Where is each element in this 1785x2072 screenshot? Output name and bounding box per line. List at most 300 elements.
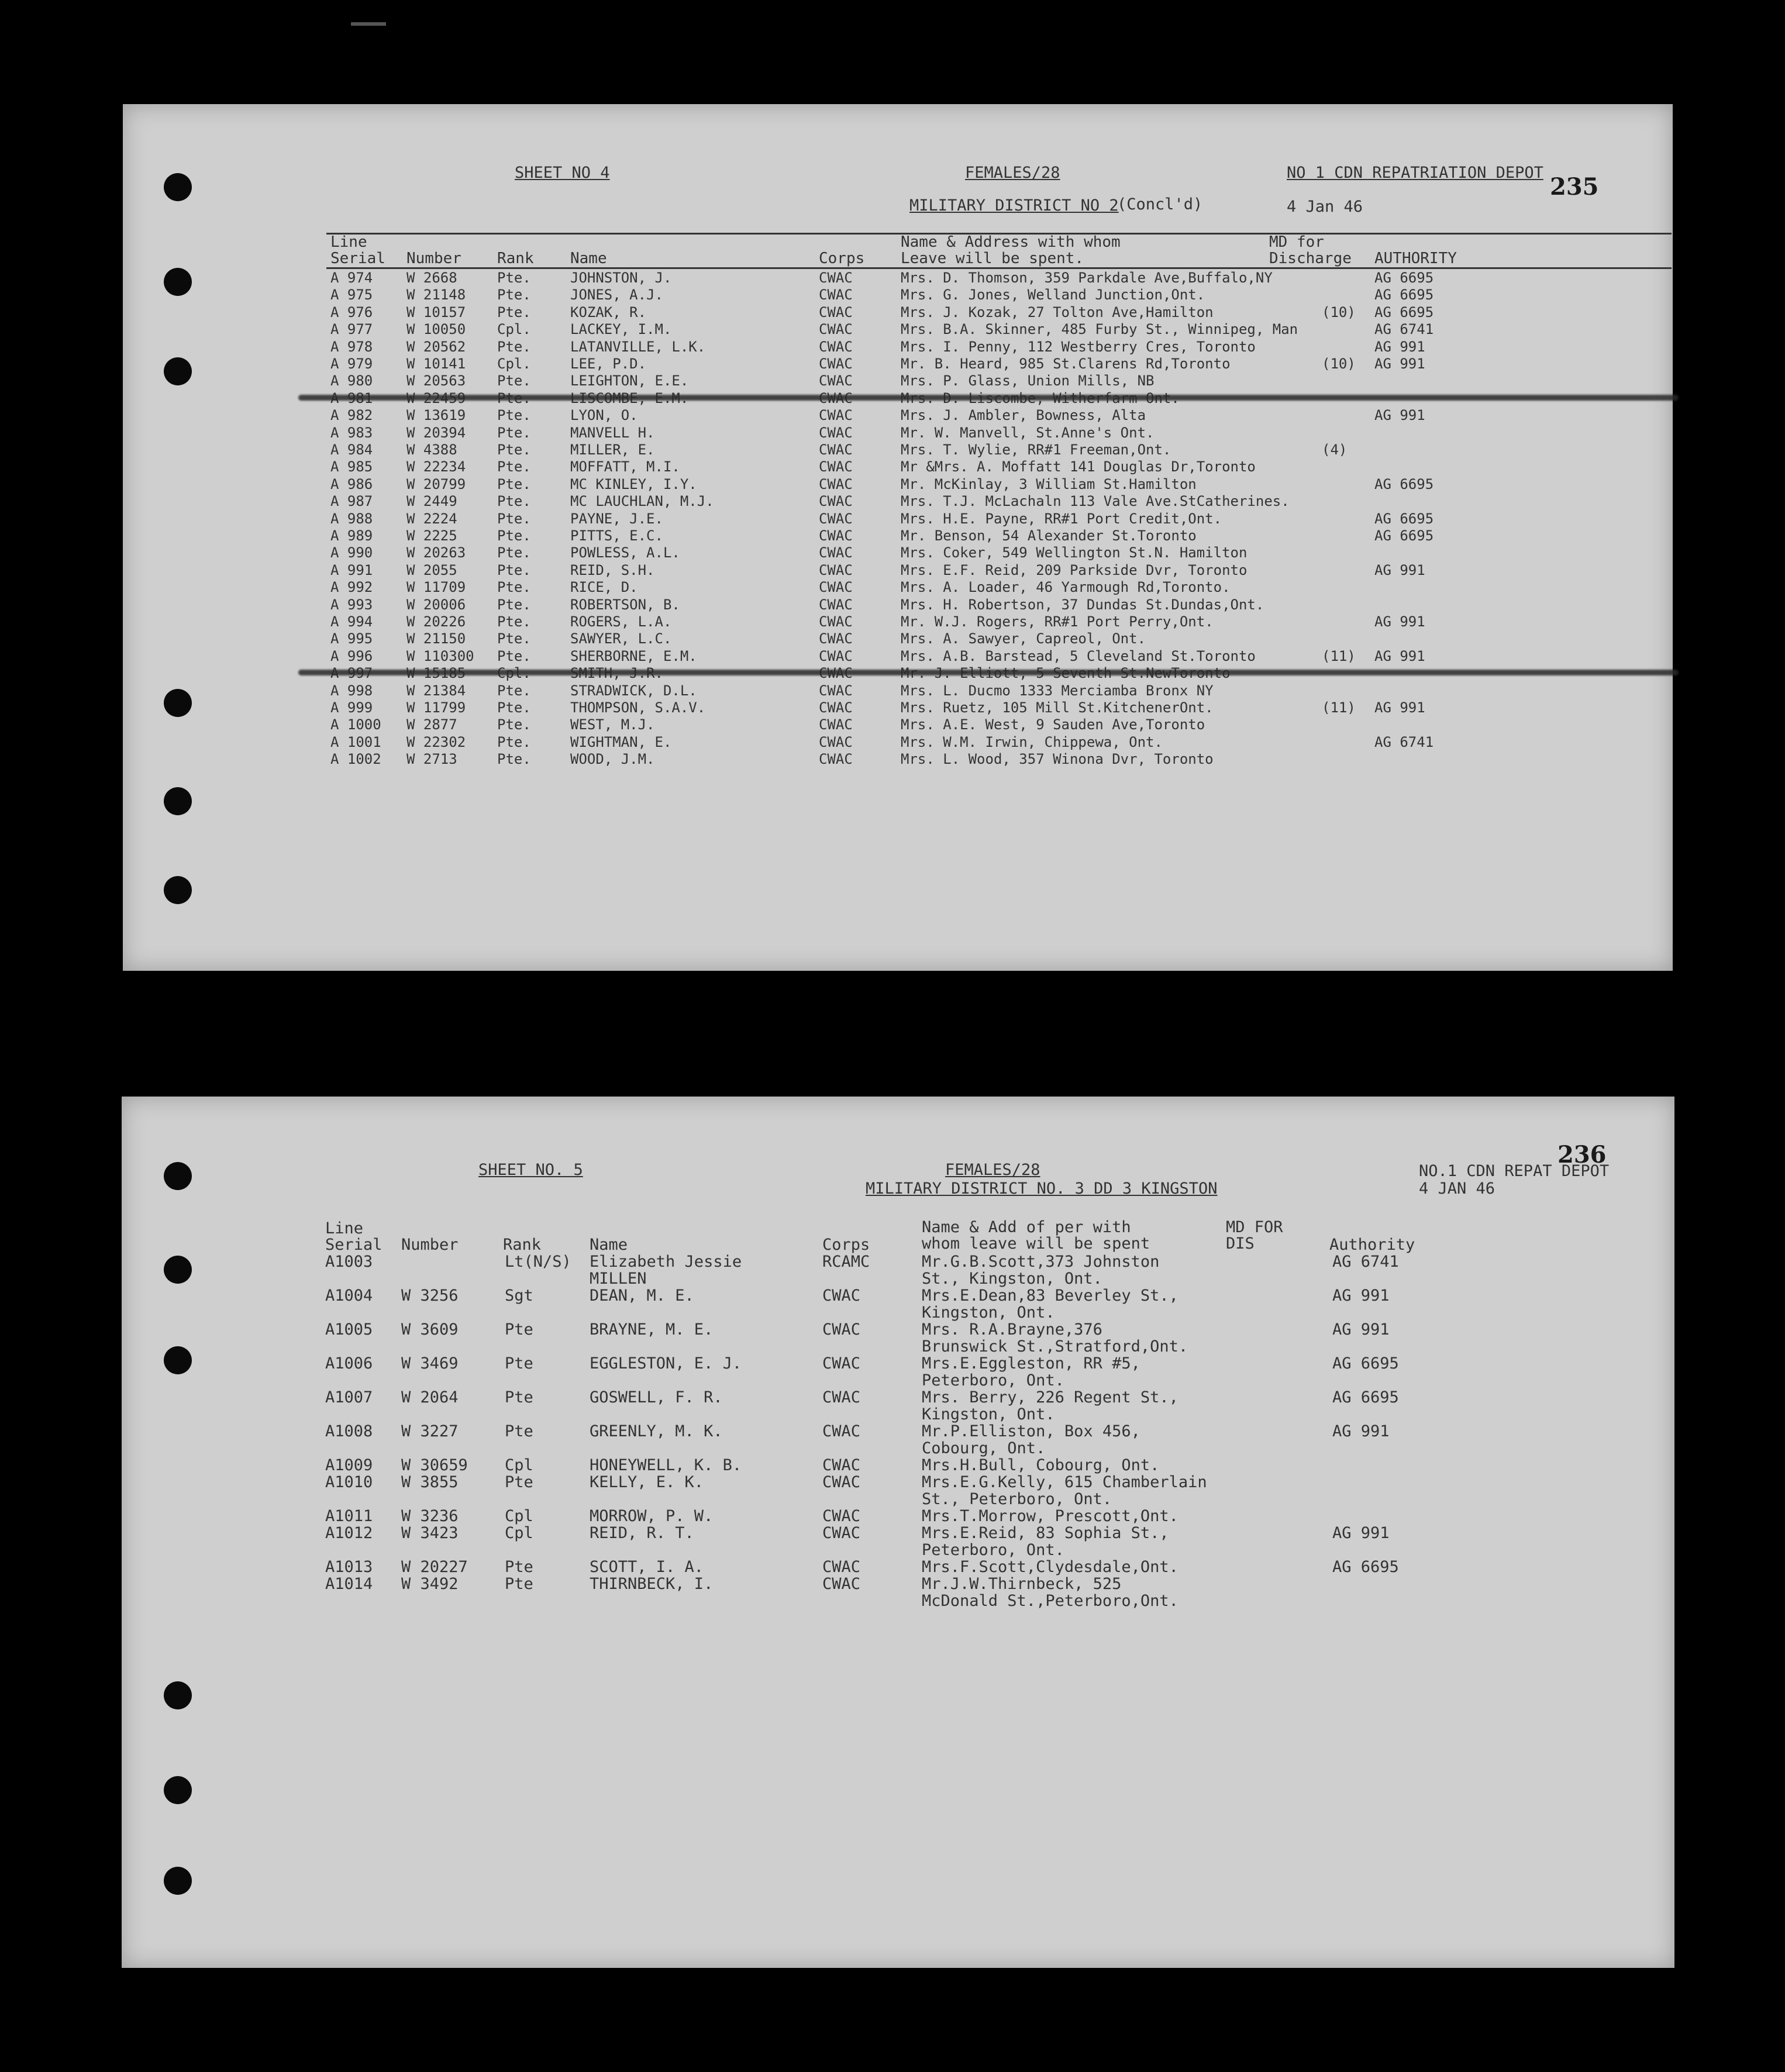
person-name-cell: LYON, O. bbox=[570, 407, 638, 424]
authority-cell: AG 991 bbox=[1374, 561, 1425, 578]
service-number-cell: W 22302 bbox=[406, 733, 466, 750]
record-list bbox=[123, 270, 1673, 796]
table-row bbox=[123, 562, 1673, 579]
leave-address-cell: Mr. McKinlay, 3 William St.Hamilton bbox=[901, 475, 1197, 492]
person-name-cell: WOOD, J.M. bbox=[570, 751, 655, 768]
rank-cell: Pte. bbox=[497, 442, 531, 458]
date: 4 JAN 46 bbox=[1419, 1180, 1495, 1198]
person-name-cell: PITTS, E.C. bbox=[570, 528, 663, 544]
person-name-cell: KOZAK, R. bbox=[570, 304, 647, 320]
corps-cell: CWAC bbox=[819, 630, 853, 647]
table-row bbox=[123, 270, 1673, 287]
authority-cell: AG 6695 bbox=[1374, 270, 1434, 286]
leave-address-cell: Mrs.E.G.Kelly, 615 Chamberlain St., Peterboro, Ont. bbox=[922, 1473, 1207, 1508]
person-name-cell: MC LAUCHLAN, M.J. bbox=[570, 493, 714, 510]
leave-address-cell: Mrs. P. Glass, Union Mills, NB bbox=[901, 373, 1155, 389]
rank-cell: Pte. bbox=[497, 424, 531, 441]
serial-cell: A 1000 bbox=[330, 716, 381, 733]
rank-cell: Pte bbox=[505, 1558, 533, 1576]
rank-cell: Pte bbox=[505, 1575, 533, 1593]
corps-cell: CWAC bbox=[819, 338, 853, 355]
person-name-cell: MILLER, E. bbox=[570, 442, 655, 458]
leave-address-cell: Mr. W.J. Rogers, RR#1 Port Perry,Ont. bbox=[901, 613, 1214, 630]
service-number-cell: W 2668 bbox=[406, 270, 457, 286]
serial-cell: A 999 bbox=[330, 699, 373, 716]
table-row bbox=[123, 304, 1673, 321]
table-row bbox=[122, 1287, 1674, 1321]
service-number-cell: W 30659 bbox=[401, 1456, 468, 1474]
corps-cell: CWAC bbox=[822, 1287, 861, 1305]
table-row bbox=[123, 442, 1673, 458]
leave-address-cell: Mr.P.Elliston, Box 456, Cobourg, Ont. bbox=[922, 1422, 1140, 1457]
corps-cell: CWAC bbox=[819, 493, 853, 510]
film-edge-mark bbox=[351, 22, 386, 26]
serial-cell: A1006 bbox=[325, 1354, 373, 1373]
corps-cell: CWAC bbox=[819, 613, 853, 630]
leave-address-cell: Mrs. E.F. Reid, 209 Parkside Dvr, Toronto bbox=[901, 561, 1248, 578]
person-name-cell: PAYNE, J.E. bbox=[570, 510, 663, 527]
table-row bbox=[123, 511, 1673, 528]
leave-address-cell: Mrs. J. Kozak, 27 Tolton Ave,Hamilton bbox=[901, 304, 1214, 320]
person-name-cell: MANVELL H. bbox=[570, 424, 655, 441]
leave-address-cell: Mrs. W.M. Irwin, Chippewa, Ont. bbox=[901, 733, 1163, 750]
corps-cell: CWAC bbox=[819, 321, 853, 338]
authority-cell: AG 6695 bbox=[1332, 1558, 1399, 1576]
rank-cell: Pte. bbox=[497, 407, 531, 424]
service-number-cell: W 2449 bbox=[406, 493, 457, 510]
col-header-rank: Rank bbox=[503, 1236, 542, 1254]
district: MILITARY DISTRICT NO. 3 DD 3 KINGSTON bbox=[866, 1180, 1218, 1198]
category: FEMALES/28 bbox=[965, 164, 1060, 182]
leave-address-cell: Mrs.E.Dean,83 Beverley St., Kingston, Ont. bbox=[922, 1287, 1178, 1322]
col-header-line-serial: Line Serial bbox=[325, 1219, 382, 1254]
serial-cell: A 974 bbox=[330, 270, 373, 286]
table-row bbox=[123, 734, 1673, 751]
serial-cell: A 985 bbox=[330, 458, 373, 475]
col-header-line-serial: Line Serial bbox=[330, 233, 385, 267]
corps-cell: CWAC bbox=[819, 544, 853, 561]
rank-cell: Pte. bbox=[497, 613, 531, 630]
person-name-cell: SHERBORNE, E.M. bbox=[570, 647, 697, 664]
corps-cell: CWAC bbox=[819, 561, 853, 578]
leave-address-cell: Mrs. H.E. Payne, RR#1 Port Credit,Ont. bbox=[901, 510, 1222, 527]
serial-cell: A 996 bbox=[330, 647, 373, 664]
corps-cell: CWAC bbox=[819, 424, 853, 441]
serial-cell: A 1002 bbox=[330, 751, 381, 768]
table-row bbox=[123, 648, 1673, 665]
rank-cell: Sgt bbox=[505, 1287, 533, 1305]
rank-cell: Pte. bbox=[497, 493, 531, 510]
serial-cell: A1004 bbox=[325, 1287, 373, 1305]
serial-cell: A1007 bbox=[325, 1388, 373, 1406]
person-name-cell: GOSWELL, F. R. bbox=[590, 1388, 723, 1406]
person-name-cell: ROGERS, L.A. bbox=[570, 613, 672, 630]
service-number-cell: W 13619 bbox=[406, 407, 466, 424]
authority-cell: AG 6695 bbox=[1332, 1388, 1399, 1406]
person-name-cell: ROBERTSON, B. bbox=[570, 596, 680, 613]
rank-cell: Pte. bbox=[497, 579, 531, 596]
serial-cell: A 977 bbox=[330, 321, 373, 338]
leave-address-cell: Mrs. A.E. West, 9 Sauden Ave,Toronto bbox=[901, 716, 1205, 733]
person-name-cell: HONEYWELL, K. B. bbox=[590, 1456, 742, 1474]
table-row bbox=[123, 597, 1673, 613]
corps-cell: CWAC bbox=[822, 1524, 861, 1542]
authority-cell: AG 6741 bbox=[1374, 733, 1434, 750]
corps-cell: CWAC bbox=[819, 475, 853, 492]
rank-cell: Cpl bbox=[505, 1507, 533, 1525]
serial-cell: A 982 bbox=[330, 407, 373, 424]
serial-cell: A1009 bbox=[325, 1456, 373, 1474]
rank-cell: Pte. bbox=[497, 270, 531, 286]
leave-address-cell: Mrs.E.Eggleston, RR #5, Peterboro, Ont. bbox=[922, 1354, 1140, 1390]
corps-cell: RCAMC bbox=[822, 1253, 870, 1271]
leave-address-cell: Mrs. Coker, 549 Wellington St.N. Hamilton bbox=[901, 544, 1248, 561]
service-number-cell: W 10141 bbox=[406, 356, 466, 372]
rank-cell: Pte. bbox=[497, 304, 531, 320]
person-name-cell: DEAN, M. E. bbox=[590, 1287, 694, 1305]
person-name-cell: LACKEY, I.M. bbox=[570, 321, 672, 338]
rank-cell: Pte bbox=[505, 1354, 533, 1373]
leave-address-cell: Mrs. T. Wylie, RR#1 Freeman,Ont. bbox=[901, 442, 1171, 458]
serial-cell: A 978 bbox=[330, 338, 373, 355]
corps-cell: CWAC bbox=[822, 1473, 861, 1491]
corps-cell: CWAC bbox=[822, 1558, 861, 1576]
col-header-rank: Rank bbox=[497, 250, 534, 267]
col-header-name: Name bbox=[570, 250, 607, 267]
table-row bbox=[122, 1575, 1674, 1609]
service-number-cell: W 3855 bbox=[401, 1473, 459, 1491]
leave-address-cell: Mr.G.B.Scott,373 Johnston St., Kingston, Ont. bbox=[922, 1253, 1160, 1288]
corps-cell: CWAC bbox=[822, 1321, 861, 1339]
person-name-cell: JONES, A.J. bbox=[570, 287, 663, 304]
strikethrough-line bbox=[298, 670, 1679, 675]
corps-cell: CWAC bbox=[822, 1422, 861, 1440]
leave-address-cell: Mrs. R.A.Brayne,376 Brunswick St.,Stratford,Ont. bbox=[922, 1321, 1188, 1356]
service-number-cell: W 4388 bbox=[406, 442, 457, 458]
person-name-cell: GREENLY, M. K. bbox=[590, 1422, 723, 1440]
authority-cell: AG 991 bbox=[1374, 338, 1425, 355]
service-number-cell: W 11799 bbox=[406, 699, 466, 716]
serial-cell: A1008 bbox=[325, 1422, 373, 1440]
person-name-cell: Elizabeth Jessie MILLEN bbox=[590, 1253, 742, 1288]
serial-cell: A1011 bbox=[325, 1507, 373, 1525]
rank-cell: Pte. bbox=[497, 682, 531, 699]
corps-cell: CWAC bbox=[819, 682, 853, 699]
record-list bbox=[122, 1253, 1674, 1663]
table-row bbox=[123, 544, 1673, 561]
serial-cell: A 995 bbox=[330, 630, 373, 647]
service-number-cell: W 2064 bbox=[401, 1388, 459, 1406]
authority-cell: AG 6741 bbox=[1332, 1253, 1399, 1271]
serial-cell: A1012 bbox=[325, 1524, 373, 1542]
serial-cell: A1014 bbox=[325, 1575, 373, 1593]
corps-cell: CWAC bbox=[819, 270, 853, 286]
serial-cell: A 990 bbox=[330, 544, 373, 561]
binder-hole bbox=[164, 1776, 192, 1804]
table-row bbox=[122, 1321, 1674, 1355]
service-number-cell: W 11709 bbox=[406, 579, 466, 596]
service-number-cell: W 3469 bbox=[401, 1354, 459, 1373]
serial-cell: A 992 bbox=[330, 579, 373, 596]
authority-cell: AG 6695 bbox=[1374, 304, 1434, 320]
corps-cell: CWAC bbox=[819, 716, 853, 733]
person-name-cell: WIGHTMAN, E. bbox=[570, 733, 672, 750]
person-name-cell: MC KINLEY, I.Y. bbox=[570, 475, 697, 492]
person-name-cell: THOMPSON, S.A.V. bbox=[570, 699, 706, 716]
corps-cell: CWAC bbox=[819, 699, 853, 716]
col-header-authority: AUTHORITY bbox=[1374, 250, 1457, 267]
authority-cell: AG 991 bbox=[1374, 356, 1425, 372]
service-number-cell: W 110300 bbox=[406, 647, 474, 664]
rank-cell: Pte. bbox=[497, 458, 531, 475]
leave-address-cell: Mrs. A.B. Barstead, 5 Cleveland St.Toronto bbox=[901, 647, 1256, 664]
table-row bbox=[123, 716, 1673, 733]
service-number-cell: W 20227 bbox=[401, 1558, 468, 1576]
depot-name: NO.1 CDN REPAT DEPOT bbox=[1419, 1162, 1610, 1180]
corps-cell: CWAC bbox=[822, 1388, 861, 1406]
service-number-cell: W 2877 bbox=[406, 716, 457, 733]
serial-cell: A 983 bbox=[330, 424, 373, 441]
leave-address-cell: Mrs. A. Sawyer, Capreol, Ont. bbox=[901, 630, 1146, 647]
person-name-cell: SAWYER, L.C. bbox=[570, 630, 672, 647]
table-row bbox=[123, 613, 1673, 630]
table-row bbox=[122, 1474, 1674, 1508]
serial-cell: A 1001 bbox=[330, 733, 381, 750]
rank-cell: Lt(N/S) bbox=[505, 1253, 571, 1271]
authority-cell: AG 991 bbox=[1374, 647, 1425, 664]
person-name-cell: MORROW, P. W. bbox=[590, 1507, 714, 1525]
corps-cell: CWAC bbox=[819, 407, 853, 424]
rank-cell: Pte bbox=[505, 1321, 533, 1339]
authority-cell: AG 6695 bbox=[1332, 1354, 1399, 1373]
corps-cell: CWAC bbox=[819, 528, 853, 544]
rank-cell: Pte. bbox=[497, 544, 531, 561]
district-note: (Concl'd) bbox=[1117, 195, 1203, 213]
authority-cell: AG 6695 bbox=[1374, 510, 1434, 527]
serial-cell: A1010 bbox=[325, 1473, 373, 1491]
rank-cell: Cpl. bbox=[497, 321, 531, 338]
authority-cell: AG 991 bbox=[1332, 1524, 1390, 1542]
authority-cell: AG 6695 bbox=[1374, 528, 1434, 544]
service-number-cell: W 3236 bbox=[401, 1507, 459, 1525]
person-name-cell: MOFFATT, M.I. bbox=[570, 458, 680, 475]
person-name-cell: LEE, P.D. bbox=[570, 356, 647, 372]
table-row bbox=[123, 373, 1673, 389]
leave-address-cell: Mr.J.W.Thirnbeck, 525 McDonald St.,Peterboro,Ont. bbox=[922, 1575, 1178, 1610]
service-number-cell: W 20006 bbox=[406, 596, 466, 613]
person-name-cell: THIRNBECK, I. bbox=[590, 1575, 714, 1593]
leave-address-cell: Mrs. T.J. McLachaln 113 Vale Ave.StCatherines. bbox=[901, 493, 1290, 510]
serial-cell: A1003 bbox=[325, 1253, 373, 1271]
corps-cell: CWAC bbox=[819, 304, 853, 320]
rank-cell: Pte bbox=[505, 1388, 533, 1406]
serial-cell: A 987 bbox=[330, 493, 373, 510]
corps-cell: CWAC bbox=[819, 579, 853, 596]
table-row bbox=[123, 476, 1673, 493]
service-number-cell: W 20562 bbox=[406, 338, 466, 355]
col-header-name: Name bbox=[590, 1236, 628, 1254]
leave-address-cell: Mrs. I. Penny, 112 Westberry Cres, Toronto bbox=[901, 338, 1256, 355]
md-discharge-cell: (11) bbox=[1322, 699, 1356, 716]
service-number-cell: W 2055 bbox=[406, 561, 457, 578]
service-number-cell: W 2225 bbox=[406, 528, 457, 544]
leave-address-cell: Mrs. G. Jones, Welland Junction,Ont. bbox=[901, 287, 1205, 304]
leave-address-cell: Mrs. Berry, 226 Regent St., Kingston, Ont. bbox=[922, 1388, 1178, 1423]
table-row bbox=[123, 425, 1673, 442]
table-row bbox=[122, 1389, 1674, 1423]
leave-address-cell: Mrs. D. Thomson, 359 Parkdale Ave,Buffalo,NY bbox=[901, 270, 1273, 286]
service-number-cell: W 3609 bbox=[401, 1321, 459, 1339]
corps-cell: CWAC bbox=[819, 733, 853, 750]
service-number-cell: W 2713 bbox=[406, 751, 457, 768]
authority-cell: AG 991 bbox=[1332, 1321, 1390, 1339]
serial-cell: A 984 bbox=[330, 442, 373, 458]
rank-cell: Cpl bbox=[505, 1456, 533, 1474]
service-number-cell: W 21384 bbox=[406, 682, 466, 699]
leave-address-cell: Mr. W. Manvell, St.Anne's Ont. bbox=[901, 424, 1155, 441]
rank-cell: Pte. bbox=[497, 647, 531, 664]
md-discharge-cell: (11) bbox=[1322, 647, 1356, 664]
authority-cell: AG 6741 bbox=[1374, 321, 1434, 338]
service-number-cell: W 10157 bbox=[406, 304, 466, 320]
serial-cell: A 991 bbox=[330, 561, 373, 578]
rank-cell: Pte. bbox=[497, 751, 531, 768]
rank-cell: Pte. bbox=[497, 510, 531, 527]
corps-cell: CWAC bbox=[822, 1354, 861, 1373]
serial-cell: A 980 bbox=[330, 373, 373, 389]
table-row bbox=[122, 1423, 1674, 1457]
rank-cell: Pte bbox=[505, 1422, 533, 1440]
authority-cell: AG 991 bbox=[1332, 1422, 1390, 1440]
serial-cell: A 989 bbox=[330, 528, 373, 544]
serial-cell: A 976 bbox=[330, 304, 373, 320]
person-name-cell: BRAYNE, M. E. bbox=[590, 1321, 714, 1339]
corps-cell: CWAC bbox=[819, 510, 853, 527]
authority-cell: AG 991 bbox=[1374, 699, 1425, 716]
table-row bbox=[123, 356, 1673, 373]
person-name-cell: WEST, M.J. bbox=[570, 716, 655, 733]
page-number: 236 bbox=[1557, 1141, 1607, 1168]
category: FEMALES/28 bbox=[945, 1161, 1040, 1179]
service-number-cell: W 3492 bbox=[401, 1575, 459, 1593]
corps-cell: CWAC bbox=[822, 1575, 861, 1593]
binder-hole bbox=[164, 1681, 192, 1709]
service-number-cell: W 3256 bbox=[401, 1287, 459, 1305]
person-name-cell: RICE, D. bbox=[570, 579, 638, 596]
table-row bbox=[123, 751, 1673, 768]
col-header-authority: Authority bbox=[1329, 1236, 1415, 1254]
leave-address-cell: Mrs. B.A. Skinner, 485 Furby St., Winnipeg, Man bbox=[901, 321, 1298, 338]
serial-cell: A 994 bbox=[330, 613, 373, 630]
rank-cell: Pte bbox=[505, 1473, 533, 1491]
table-row bbox=[123, 493, 1673, 510]
service-number-cell: W 20263 bbox=[406, 544, 466, 561]
sheet-number: SHEET NO. 5 bbox=[478, 1161, 583, 1179]
serial-cell: A 998 bbox=[330, 682, 373, 699]
person-name-cell: SCOTT, I. A. bbox=[590, 1558, 704, 1576]
rank-cell: Pte. bbox=[497, 733, 531, 750]
serial-cell: A 993 bbox=[330, 596, 373, 613]
person-name-cell: EGGLESTON, E. J. bbox=[590, 1354, 742, 1373]
corps-cell: CWAC bbox=[819, 373, 853, 389]
service-number-cell: W 20563 bbox=[406, 373, 466, 389]
rank-cell: Pte. bbox=[497, 630, 531, 647]
leave-address-cell: Mrs. L. Wood, 357 Winona Dvr, Toronto bbox=[901, 751, 1214, 768]
rank-cell: Pte. bbox=[497, 287, 531, 304]
leave-address-cell: Mrs.F.Scott,Clydesdale,Ont. bbox=[922, 1558, 1178, 1576]
col-header-number: Number bbox=[401, 1236, 459, 1254]
table-row bbox=[123, 630, 1673, 647]
col-header-corps: Corps bbox=[819, 250, 865, 267]
serial-cell: A1013 bbox=[325, 1558, 373, 1576]
serial-cell: A 979 bbox=[330, 356, 373, 372]
district: MILITARY DISTRICT NO 2 bbox=[909, 196, 1119, 215]
authority-cell: AG 991 bbox=[1332, 1287, 1390, 1305]
table-row bbox=[123, 682, 1673, 699]
rank-cell: Cpl bbox=[505, 1524, 533, 1542]
person-name-cell: LATANVILLE, L.K. bbox=[570, 338, 706, 355]
sheet-page-235 bbox=[123, 104, 1673, 971]
rank-cell: Pte. bbox=[497, 561, 531, 578]
col-header-number: Number bbox=[406, 250, 461, 267]
serial-cell: A1005 bbox=[325, 1321, 373, 1339]
corps-cell: CWAC bbox=[822, 1507, 861, 1525]
table-row bbox=[123, 528, 1673, 544]
serial-cell: A 988 bbox=[330, 510, 373, 527]
md-discharge-cell: (4) bbox=[1322, 442, 1348, 458]
rank-cell: Pte. bbox=[497, 716, 531, 733]
rank-cell: Pte. bbox=[497, 475, 531, 492]
table-row bbox=[123, 321, 1673, 338]
corps-cell: CWAC bbox=[819, 287, 853, 304]
person-name-cell: KELLY, E. K. bbox=[590, 1473, 704, 1491]
corps-cell: CWAC bbox=[819, 647, 853, 664]
leave-address-cell: Mrs.H.Bull, Cobourg, Ont. bbox=[922, 1456, 1160, 1474]
leave-address-cell: Mrs. L. Ducmo 1333 Merciamba Bronx NY bbox=[901, 682, 1214, 699]
service-number-cell: W 20394 bbox=[406, 424, 466, 441]
table-row bbox=[123, 699, 1673, 716]
leave-address-cell: Mrs.E.Reid, 83 Sophia St., Peterboro, Ont. bbox=[922, 1524, 1169, 1559]
corps-cell: CWAC bbox=[819, 356, 853, 372]
table-row bbox=[122, 1525, 1674, 1559]
binder-hole bbox=[164, 876, 192, 904]
rank-cell: Pte. bbox=[497, 699, 531, 716]
leave-address-cell: Mrs. H. Robertson, 37 Dundas St.Dundas,Ont. bbox=[901, 596, 1264, 613]
header-bottom-rule bbox=[326, 267, 1672, 269]
table-row bbox=[123, 390, 1673, 407]
corps-cell: CWAC bbox=[819, 442, 853, 458]
authority-cell: AG 991 bbox=[1374, 407, 1425, 424]
person-name-cell: REID, S.H. bbox=[570, 561, 655, 578]
table-row bbox=[123, 339, 1673, 356]
table-row bbox=[123, 407, 1673, 424]
serial-cell: A 975 bbox=[330, 287, 373, 304]
person-name-cell: STRADWICK, D.L. bbox=[570, 682, 697, 699]
col-header-md: MD for Discharge bbox=[1269, 233, 1352, 267]
leave-address-cell: Mr. B. Heard, 985 St.Clarens Rd,Toronto bbox=[901, 356, 1231, 372]
person-name-cell: JOHNSTON, J. bbox=[570, 270, 672, 286]
binder-hole bbox=[164, 1162, 192, 1190]
binder-hole bbox=[164, 1867, 192, 1895]
table-row bbox=[122, 1457, 1674, 1474]
table-row bbox=[122, 1355, 1674, 1389]
person-name-cell: REID, R. T. bbox=[590, 1524, 694, 1542]
service-number-cell: W 3227 bbox=[401, 1422, 459, 1440]
authority-cell: AG 6695 bbox=[1374, 287, 1434, 304]
table-row bbox=[123, 665, 1673, 682]
depot-name: NO 1 CDN REPATRIATION DEPOT bbox=[1287, 164, 1543, 182]
authority-cell: AG 6695 bbox=[1374, 475, 1434, 492]
